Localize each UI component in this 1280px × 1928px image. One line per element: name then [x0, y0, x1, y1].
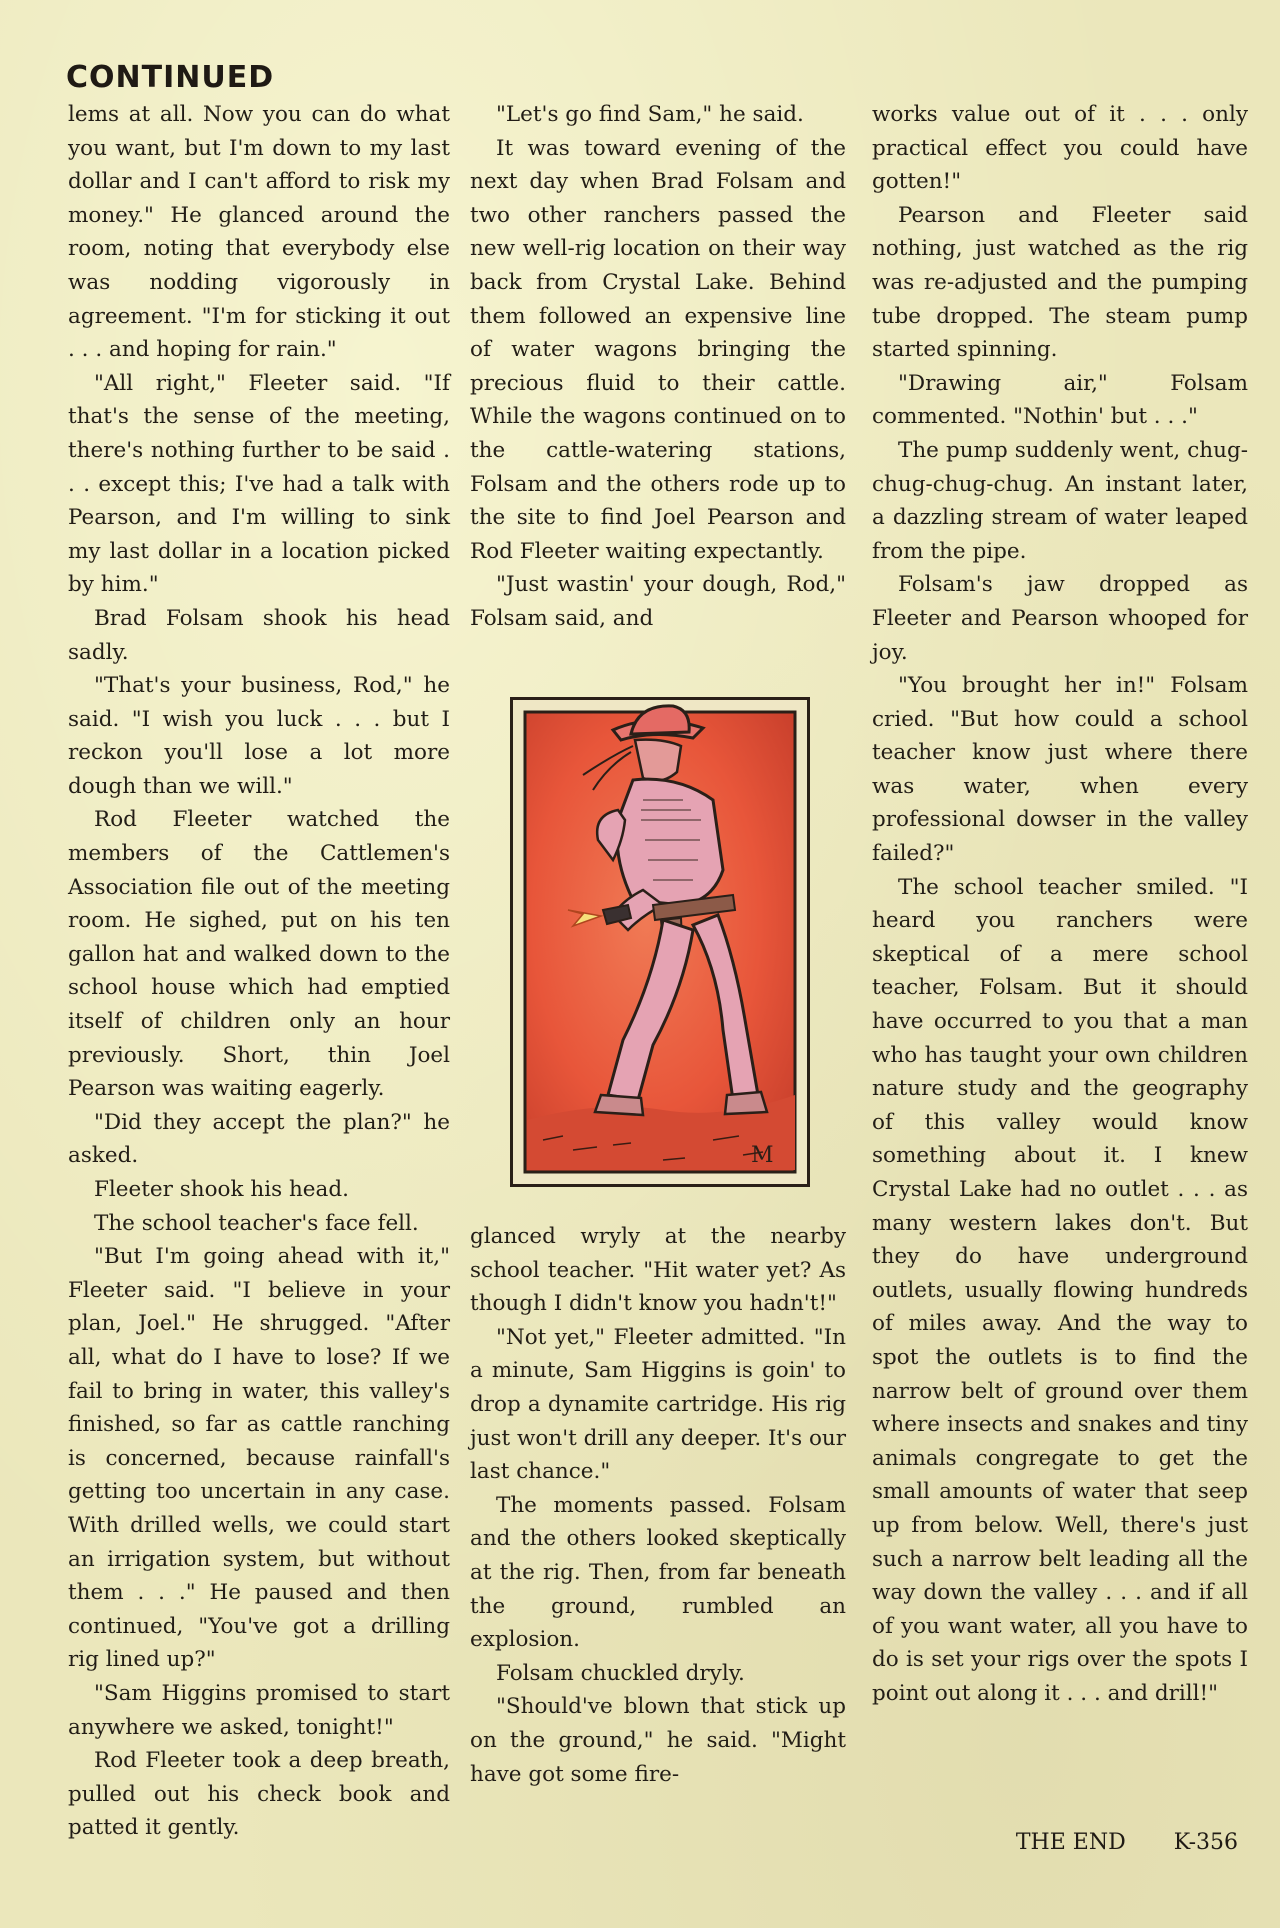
- coat: [617, 779, 723, 905]
- story-paragraph: "Did they accept the plan?" he asked.: [68, 1109, 450, 1169]
- issue-code: K-356: [1173, 1830, 1238, 1855]
- story-paragraph: "Should've blown that stick up on the ground," he said. "Might have got some fire-: [470, 1694, 846, 1787]
- story-paragraph: Rod Fleeter took a deep breath, pulled out his check book and patted it gently.: [68, 1748, 450, 1841]
- story-paragraph: Folsam chuckled dryly.: [496, 1660, 745, 1686]
- text-column-2-top: [470, 98, 846, 636]
- text-column-1: [68, 98, 450, 1845]
- story-paragraph: The school teacher's face fell.: [94, 1210, 419, 1236]
- continued-heading: CONTINUED: [66, 60, 275, 95]
- text-column-2-bottom: [470, 1220, 846, 1791]
- page-footer: [968, 1830, 1238, 1855]
- story-paragraph: Pearson and Fleeter said nothing, just watched as the rig was re-adjusted and the pumping tube dropped. The steam pump started spinning.: [872, 202, 1248, 363]
- story-paragraph: "Let's go find Sam," he said.: [496, 102, 804, 127]
- the-end-label: THE END: [1015, 1830, 1126, 1855]
- story-paragraph: "But I'm going ahead with it," Fleeter said. "I believe in your plan, Joel." He shrugged. "After all, what do I have to lose? If we fail to bring in water, this valley's finished, so far as cattle ranching is concerned, because rainfall's getting too uncertain in any case. With drilled wells, we could start an irrigation system, but without them . . ." He paused and then continued, "You've got a drilling rig lined up?": [68, 1244, 450, 1673]
- story-paragraph: The pump suddenly went, chug-chug-chug-chug. An instant later, a dazzling stream of water leaped from the pipe.: [872, 437, 1248, 564]
- story-paragraph: "Just wastin' your dough, Rod," Folsam said, and: [470, 572, 846, 631]
- story-paragraph: It was toward evening of the next day when Brad Folsam and two other ranchers passed the new well-rig location on their way back from Crystal Lake. Behind them followed an expensive line of water wagons bringing the precious fluid to their cattle. While the wagons continued on to the cattle-watering stations, Folsam and the others rode up to the site to find Joel Pearson and Rod Fleeter waiting expectantly.: [470, 135, 846, 564]
- story-paragraph: works value out of it . . . only practical effect you could have gotten!": [872, 102, 1248, 195]
- story-paragraph: Brad Folsam shook his head sadly.: [68, 605, 450, 665]
- story-paragraph: Rod Fleeter watched the members of the Cattlemen's Association file out of the meeting room. He sighed, put on his ten gallon hat and walked down to the school house which had emptied itself of children only an hour previously. Short, thin Joel Pearson was waiting eagerly.: [68, 807, 450, 1102]
- story-paragraph: Folsam's jaw dropped as Fleeter and Pearson whooped for joy.: [872, 572, 1248, 665]
- story-paragraph: The school teacher smiled. "I heard you ranchers were skeptical of a mere school teacher, Folsam. But it should have occurred to you that a man who has taught your own children nature study and the geography of this valley would know something about it. I knew Crystal Lake had no outlet . . . as many western lakes don't. But they do have underground outlets, usually flowing hundreds of miles away. And the way to spot the outlets is to find the narrow belt of ground over them where insects and snakes and tiny animals congregate to get the small amounts of water that seep up from below. Well, there's just such a narrow belt leading all the way down the valley . . . and if all of you want water, all you have to do is set your rigs over the spots I point out along it . . . and drill!": [872, 874, 1248, 1706]
- cowboy-gunslinger-illustration: [510, 697, 810, 1187]
- right-boot: [725, 1092, 767, 1114]
- left-boot: [595, 1095, 643, 1115]
- story-paragraph: "Sam Higgins promised to start anywhere we asked, tonight!": [68, 1680, 450, 1740]
- story-paragraph: The moments passed. Folsam and the others looked skeptically at the rig. Then, from far beneath the ground, rumbled an explosion.: [470, 1492, 846, 1653]
- story-paragraph: glanced wryly at the nearby school teacher. "Hit water yet? As though I didn't know you hadn't!": [470, 1224, 846, 1317]
- story-paragraph: "Drawing air," Folsam commented. "Nothin' but . . .": [872, 370, 1248, 430]
- story-paragraph: lems at all. Now you can do what you want, but I'm down to my last dollar and I can't afford to risk my money." He glanced around the room, noting that everybody else was nodding vigorously in agreement. "I'm for sticking it out . . . and hoping for rain.": [68, 102, 450, 363]
- story-paragraph: "Not yet," Fleeter admitted. "In a minute, Sam Higgins is goin' to drop a dynamite cartridge. His rig just won't drill any deeper. It's our last chance.": [470, 1324, 847, 1485]
- text-column-3: [872, 98, 1248, 1711]
- hat-crown: [631, 706, 689, 734]
- head: [635, 740, 681, 781]
- story-paragraph: "All right," Fleeter said. "If that's the sense of the meeting, there's nothing further to be said . . . except this; I've had a talk with Pearson, and I'm willing to sink my last dollar in a location picked by him.": [68, 370, 450, 598]
- illustration-svg: [513, 700, 807, 1184]
- story-paragraph: "That's your business, Rod," he said. "I wish you luck . . . but I reckon you'll lose a lot more dough than we will.": [68, 673, 450, 799]
- story-paragraph: "You brought her in!" Folsam cried. "But how could a school teacher know just where there was water, when every professional dowser in the valley failed?": [872, 673, 1248, 867]
- story-paragraph: Fleeter shook his head.: [94, 1177, 349, 1202]
- artist-signature: M: [751, 1143, 774, 1168]
